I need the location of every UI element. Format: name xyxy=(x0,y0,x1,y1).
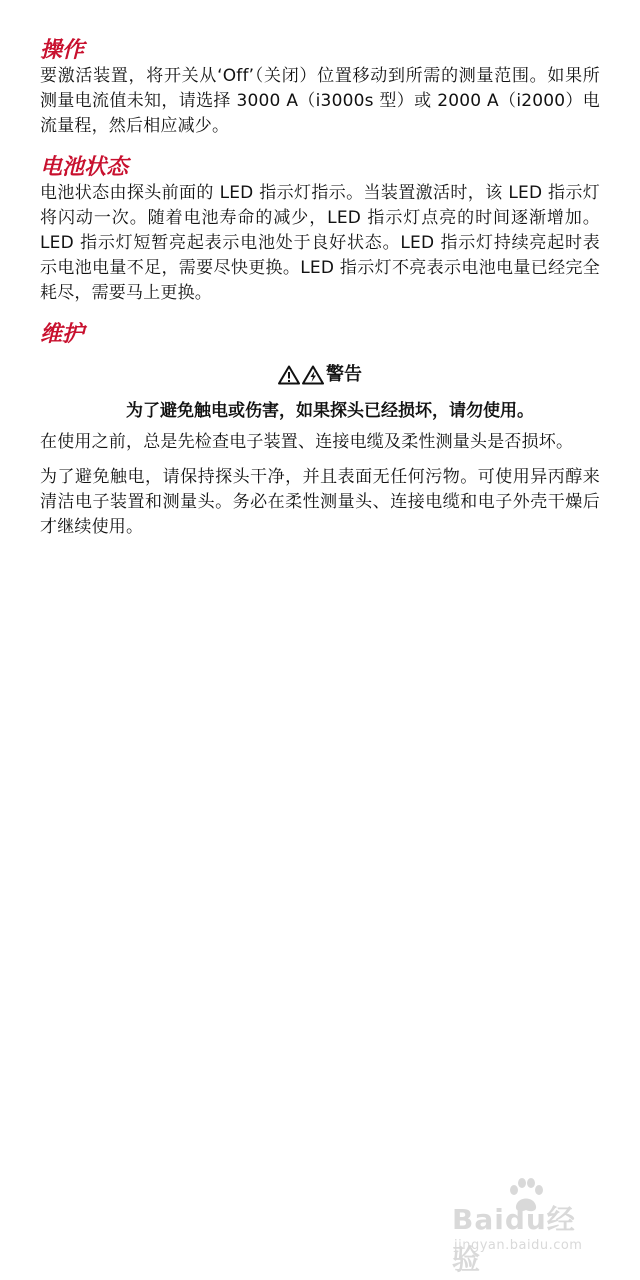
electric-shock-icon xyxy=(302,365,324,385)
warning-text: 为了避免触电或伤害，如果探头已经损坏，请勿使用。 xyxy=(126,401,534,421)
paragraph-maintenance-1: 在使用之前，总是先检查电子装置、连接电缆及柔性测量头是否损坏。 xyxy=(40,432,574,452)
baidu-watermark xyxy=(452,1176,602,1276)
heading-operation: 操作 xyxy=(40,37,85,63)
paragraph-battery-status: 电池状态由探头前面的 LED 指示灯指示。当装置激活时，该 LED 指示灯将闪动一次。随着电池寿命的减少，LED 指示灯点亮的时间逐渐增加。LED 指示灯短暂亮起表示电池处于良好状态。LED 指示灯持续亮起时表示电池电量不足，需要尽快更换。LED 指示灯不亮表示电池电量已经完全耗尽，需要马上更换。 xyxy=(40,183,600,303)
heading-battery-status: 电池状态 xyxy=(40,154,129,180)
warning-title xyxy=(40,362,600,388)
warning-label: 警告 xyxy=(326,364,362,385)
warning-triangle-icon xyxy=(278,365,300,385)
watermark-url: jingyan.baidu.com xyxy=(454,1238,583,1253)
paragraph-operation: 要激活装置，将开关从‘Off’（关闭）位置移动到所需的测量范围。如果所测量电流值未知，请选择 3000 A（i3000s 型）或 2000 A（i2000）电流量程，然后相应减少。 xyxy=(40,66,600,136)
watermark-logo-text: Baidu经验 xyxy=(452,1203,576,1276)
paragraph-maintenance-2: 为了避免触电，请保持探头干净，并且表面无任何污物。可使用异丙醇来清洁电子装置和测量头。务必在柔性测量头、连接电缆和电子外壳干燥后才继续使用。 xyxy=(40,467,600,537)
heading-maintenance: 维护 xyxy=(40,321,85,347)
document-page xyxy=(40,36,600,540)
